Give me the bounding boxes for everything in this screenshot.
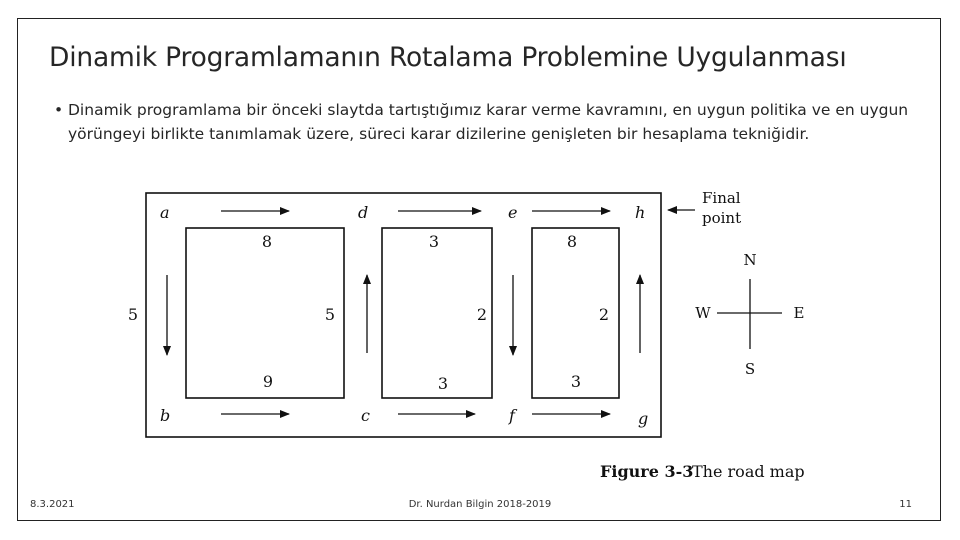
node-label-c: c — [361, 406, 370, 425]
distance-a-b: 5 — [127, 305, 139, 324]
node-label-h: h — [635, 203, 646, 222]
bullet-text: Dinamik programlama bir önceki slaytda tartıştığımız karar verme kavramını, en uygun politika ve en uygun yörüngeyi birlikte tanımlamak üzere, süreci karar dizilerine genişleten bir hesaplama tekniğidir. — [68, 101, 909, 143]
footer-page-number: 11 — [899, 499, 912, 510]
slide-title: Dinamik Programlamanın Rotalama Problemine Uygulanması — [49, 42, 847, 73]
node-label-b: b — [160, 406, 171, 425]
compass-east: E — [793, 304, 805, 322]
figure-caption-text: The road map — [692, 462, 805, 481]
outer-road-box — [146, 193, 661, 437]
distance-e-h: 8 — [566, 232, 578, 251]
distance-d-c: 5 — [324, 305, 336, 324]
footer-date: 8.3.2021 — [30, 499, 75, 510]
node-label-g: g — [638, 409, 649, 428]
distance-c-f: 3 — [437, 374, 449, 393]
compass-rose — [717, 279, 782, 349]
node-label-d: d — [358, 203, 369, 222]
compass-north: N — [743, 251, 757, 269]
node-label-a: a — [160, 203, 170, 222]
final-point-label-line2: point — [702, 209, 742, 227]
distance-e-f: 2 — [476, 305, 488, 324]
final-point-label-line1: Final — [702, 189, 741, 207]
node-label-e: e — [508, 203, 518, 222]
figure-caption-label: Figure 3-3 — [600, 462, 694, 481]
distance-f-g: 3 — [570, 372, 582, 391]
distance-a-d: 8 — [261, 232, 273, 251]
compass-west: W — [695, 304, 711, 322]
distance-h-g: 2 — [598, 305, 610, 324]
bullet-dot: • — [54, 101, 64, 119]
footer-author: Dr. Nurdan Bilgin 2018-2019 — [408, 499, 552, 510]
block-middle — [382, 228, 492, 398]
compass-south: S — [744, 360, 756, 378]
node-label-f: f — [509, 406, 515, 425]
distance-d-e: 3 — [428, 232, 440, 251]
distance-b-c: 9 — [262, 372, 274, 391]
